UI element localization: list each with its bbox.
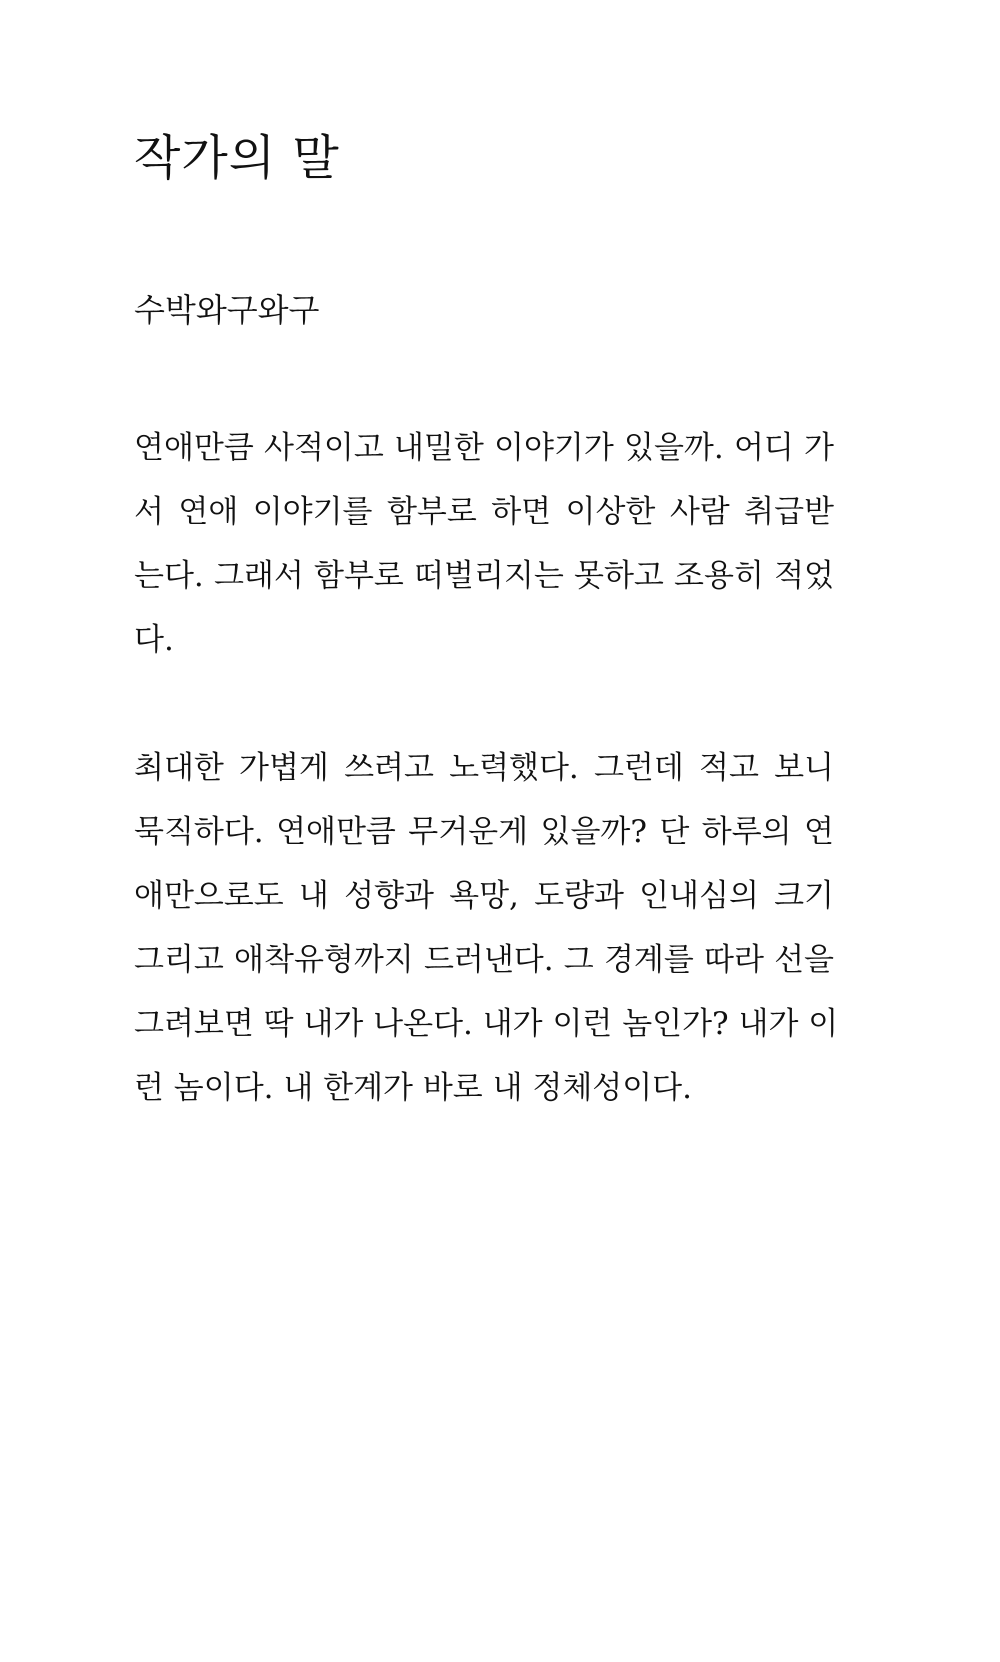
text-line: 애만으로도 내 성향과 욕망, 도량과 인내심의 크기 [134, 878, 834, 914]
page-title: 작가의 말 [134, 130, 340, 186]
text-line: 는다. 그래서 함부로 떠벌리지는 못하고 조용히 적었 [134, 558, 834, 594]
paragraph-1 [134, 416, 834, 672]
text-line: 묵직하다. 연애만큼 무거운게 있을까? 단 하루의 연 [134, 814, 834, 850]
paragraph-2 [134, 736, 839, 1120]
text-line: 그리고 애착유형까지 드러낸다. 그 경계를 따라 선을 [134, 942, 834, 978]
text-line: 다. [134, 622, 174, 658]
text-line: 그려보면 딱 내가 나온다. 내가 이런 놈인가? 내가 이 [134, 1006, 839, 1042]
text-line: 최대한 가볍게 쓰려고 노력했다. 그런데 적고 보니 [134, 750, 834, 786]
text-line: 연애만큼 사적이고 내밀한 이야기가 있을까. 어디 가 [134, 430, 834, 466]
text-line: 서 연애 이야기를 함부로 하면 이상한 사람 취급받 [134, 494, 834, 530]
author-name: 수박와구와구 [134, 291, 320, 329]
text-line: 런 놈이다. 내 한계가 바로 내 정체성이다. [134, 1070, 692, 1106]
